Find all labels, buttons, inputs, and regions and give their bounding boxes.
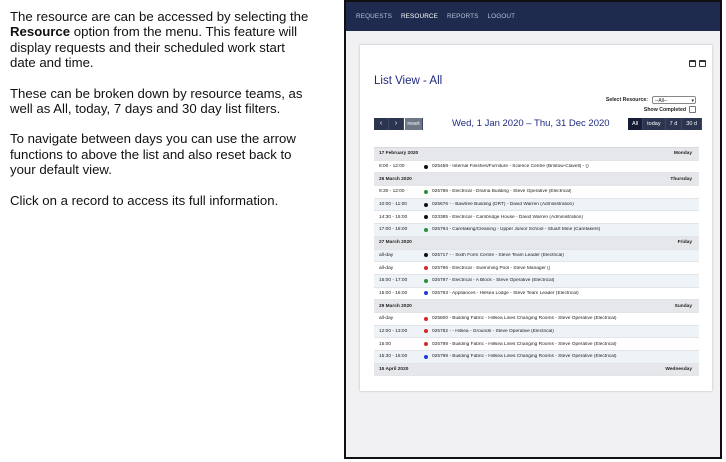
event-time: 9:30 - 12:00 [379,189,405,195]
date-header-weekday: Thursday [670,176,692,182]
instructions-panel [10,9,310,223]
prev-button[interactable]: ‹ [374,118,389,130]
event-time: 15:00 - 16:00 [379,290,408,296]
event-time: 8:00 - 12:00 [379,164,405,170]
status-dot-icon [424,329,428,333]
event-list [374,147,699,376]
chevron-down-icon: ▾ [691,98,694,104]
list-item[interactable] [374,186,699,199]
event-time: 17:00 - 18:00 [379,227,408,233]
date-header-date: 15 April 2020 [379,367,409,373]
status-dot-icon [424,355,428,359]
instruction-text: The resource are can be accessed by selecting the [10,9,309,24]
filter-7-days-button[interactable]: 7 d [666,118,683,130]
date-header-weekday: Monday [673,151,692,157]
status-dot-icon [424,215,428,219]
list-date-header [374,148,699,161]
event-title: 025786 - Electrical - Drama Building - Steve Operative (Electrical) [432,189,572,195]
event-title: 025798 - Building Fabric - Hillsea Lines Changing Rooms - Steve Operative (Electrical) [432,341,617,347]
date-header-weekday: Wednesday [665,367,692,373]
resource-select-value: --All-- [655,98,668,104]
calendar-icon[interactable] [689,60,696,67]
status-dot-icon [424,203,428,207]
nav-button-group [374,118,423,130]
list-item[interactable] [374,224,699,237]
page-title: List View - All [374,75,443,87]
filter-all-button[interactable]: All [628,118,643,130]
instruction-bold-resource: Resource [10,24,71,40]
event-title: 023385 - Electrical - Cambridge House - David Warren (Administration) [432,214,583,220]
list-item[interactable] [374,199,699,212]
date-header-weekday: Sunday [674,303,692,309]
view-toggle [689,60,706,67]
event-time: 14:30 - 16:00 [379,214,408,220]
event-title: 025796 - Electrical - Swimming Pool - Steve Manager () [432,265,551,271]
list-date-header [374,300,699,313]
event-time: 12:00 - 13:00 [379,328,408,334]
filter-30-days-button[interactable]: 30 d [682,118,702,130]
range-filter-group [628,118,702,130]
event-time: all-day [379,252,394,258]
instruction-paragraph-1 [10,9,310,71]
event-time: all-day [379,316,394,322]
date-header-date: 17 February 2020 [379,151,419,157]
nav-item-resource[interactable]: RESOURCE [400,13,438,20]
status-dot-icon [424,279,428,283]
resource-filter [606,96,696,104]
nav-item-requests[interactable]: REQUESTS [356,13,392,20]
status-dot-icon [424,342,428,346]
status-dot-icon [424,190,428,194]
event-time: all-day [379,265,394,271]
show-completed-row [644,106,696,113]
calendar-list-icon[interactable] [699,60,706,67]
list-item[interactable] [374,211,699,224]
event-time: 10:00 - 11:00 [379,202,407,208]
date-header-date: 26 March 2020 [379,176,412,182]
list-item[interactable] [374,351,699,364]
date-header-date: 27 March 2020 [379,240,412,246]
date-range-title: Wed, 1 Jan 2020 – Thu, 31 Dec 2020 [452,118,610,129]
reset-button[interactable]: reset [405,118,423,130]
event-title: 025793 - Appliances - Hillsea Lodge - Steve Team Leader (Electrical) [432,290,579,296]
date-header-weekday: Friday [677,240,692,246]
list-item[interactable] [374,161,699,174]
instruction-paragraph-3: To navigate between days you can use the arrow functions to above the list and also reset back to your default view. [10,131,296,178]
status-dot-icon [424,165,428,169]
event-title: 025676 - - Bawtree Building (DRT) - David Warren (Administration) [432,202,574,208]
event-title: 025800 - Building Fabric - Hillsea Lines Changing Rooms - Steve Operative (Electrical) [432,316,617,322]
event-title: 025717 - - Sixth Form Centre - Steve Team Leader (Electrical) [432,252,564,258]
status-dot-icon [424,266,428,270]
app-screenshot [344,0,722,459]
instruction-paragraph-2: These can be broken down by resource teams, as well as All, today, 7 days and 30 day list filters. [10,85,303,117]
next-button[interactable]: › [389,118,404,130]
status-dot-icon [424,228,428,232]
date-header-date: 29 March 2020 [379,303,412,309]
select-resource-label: Select Resource: [605,97,648,103]
filter-today-button[interactable]: today [643,118,665,130]
event-time: 15:00 - 17:00 [379,278,408,284]
show-completed-label: Show Completed [643,106,686,113]
event-title: 025782 - - Hilsea - Grounds - Steve Operative (Electrical) [432,328,554,334]
event-title: 025458 - Internal Finishes/Furniture - Science Centre (Bristow-Clavell) - () [432,164,589,170]
list-date-header [374,173,699,186]
status-dot-icon [424,291,428,295]
list-item[interactable] [374,250,699,263]
list-item[interactable] [374,326,699,339]
event-time: 15:30 - 16:00 [379,354,408,360]
instruction-text: option from the menu. This feature will display requests and their scheduled work start date and time. [10,24,298,71]
resource-select[interactable] [652,96,696,104]
list-item[interactable] [374,288,699,301]
event-title: 025797 - Electrical - A Block - Steve Operative (Electrical) [432,278,555,284]
show-completed-checkbox[interactable] [689,106,696,113]
list-item[interactable] [374,338,699,351]
top-navbar [346,2,720,31]
list-date-header [374,364,699,377]
list-item[interactable] [374,275,699,288]
list-view-card [360,45,712,391]
event-time: 15:00 [379,341,392,347]
status-dot-icon [424,317,428,321]
list-toolbar [374,118,702,130]
event-title: 025799 - Building Fabric - Hillsea Lines Changing Rooms - Steve Operative (Electrical) [432,354,617,360]
event-title: 025794 - Caretaking/Cleaning - Upper Junior School - Stuart Mine (Caretakers) [432,227,601,233]
nav-item-reports[interactable]: REPORTS [447,13,479,20]
list-date-header [374,237,699,250]
status-dot-icon [424,253,428,257]
list-item[interactable] [374,262,699,275]
list-item[interactable] [374,313,699,326]
nav-item-logout[interactable]: LOGOUT [487,13,516,20]
instruction-paragraph-4: Click on a record to access its full information. [10,192,279,208]
